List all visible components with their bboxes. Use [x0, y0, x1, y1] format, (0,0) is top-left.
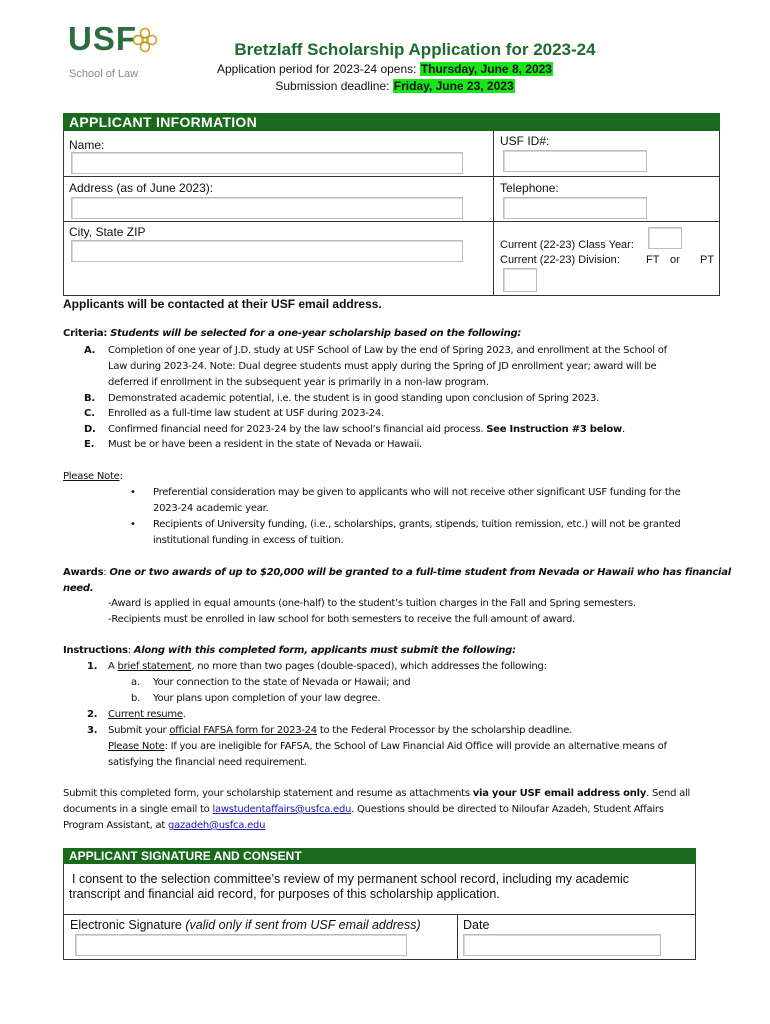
criteria-item: Enrolled as a full-time law student at USF during 2023-24. — [108, 408, 384, 419]
criteria-item: Completion of one year of J.D. study at USF School of Law by the end of Spring 2023, and enrollment at the School of Law during 2023-24. Note: Dual degree students must apply during the Spring of JD enrollment year; award will be deferred if enrollment in the subsequent year is primarily in a non-law program. — [108, 345, 667, 388]
brief-statement-link: brief statement — [117, 661, 192, 672]
telephone-label: Telephone: — [500, 181, 559, 195]
address-field[interactable] — [71, 197, 463, 219]
awards-note: -Award is applied in equal amounts (one-half) to the student’s tuition charges in the Fall and Spring semesters. — [108, 598, 636, 609]
instruction-item: Submit your official FAFSA form for 2023-24 to the Federal Processor by the scholarship deadline. Please Note: If you are ineligible for FAFSA, the School of Law Financial Aid Office will provide an alternative means of satisfying the financial need requirement. — [108, 725, 667, 768]
bullet-icon: • — [130, 487, 136, 498]
submit-instructions: Submit this completed form, your scholarship statement and resume as attachments via your USF email address only. Send all documents in a single email to lawstudentaffairs@usfca.edu. Questions should be directed to Niloufar Azadeh, Student Affairs Program Assistant, at gazadeh@usfca.edu — [63, 788, 691, 831]
criteria-intro-text: Students will be selected for a one-year scholarship based on the following: — [110, 328, 522, 339]
contact-note: Applicants will be contacted at their USF email address. — [63, 297, 382, 311]
usf-logo-text: USF — [68, 20, 137, 57]
division-pt-option: PT — [700, 254, 715, 266]
applicant-info-heading: APPLICANT INFORMATION — [63, 113, 720, 131]
date-field[interactable] — [463, 934, 661, 956]
period-date: Thursday, June 8, 2023 — [420, 62, 552, 76]
divider — [63, 914, 696, 915]
criteria-item: Demonstrated academic potential, i.e. the student is in good standing upon conclusion of Spring 2023. — [108, 393, 600, 404]
instruction-item: A brief statement, no more than two pages (double-spaced), which addresses the following: — [108, 661, 547, 672]
submission-deadline — [0, 79, 770, 93]
city-state-zip-label: City, State ZIP — [69, 225, 146, 239]
criteria-item: Confirmed financial need for 2023-24 by the law school’s financial aid process. See Instruction #3 below. — [108, 424, 625, 435]
instruction-subitem: Your plans upon completion of your law degree. — [153, 693, 381, 704]
sub-letter: a. — [131, 677, 140, 688]
deadline-date: Friday, June 23, 2023 — [393, 79, 514, 93]
division-field[interactable] — [503, 268, 537, 292]
criteria-label: Criteria: — [63, 328, 108, 339]
telephone-field[interactable] — [503, 197, 647, 219]
divider — [63, 221, 720, 222]
name-label: Name: — [69, 138, 105, 152]
lawstudentaffairs-email-link[interactable]: lawstudentaffairs@usfca.edu — [212, 804, 352, 815]
usf-id-field[interactable] — [503, 150, 647, 172]
page-title: Bretzlaff Scholarship Application for 2023-24 — [234, 40, 596, 59]
please-note-item: Recipients of University funding, (i.e., scholarships, grants, stipends, tuition remission, etc.) will not be granted institutional funding in excess of tuition. — [153, 519, 681, 546]
division-or: or — [670, 254, 680, 266]
criteria-item: Must be or have been a resident in the state of Nevada or Hawaii. — [108, 439, 422, 450]
usf-id-label: USF ID#: — [500, 134, 550, 148]
awards-note: -Recipients must be enrolled in law school for both semesters to receive the full amount of award. — [108, 614, 576, 625]
divider — [493, 131, 494, 296]
criteria-letter: D. — [84, 424, 96, 435]
name-field[interactable] — [71, 152, 463, 174]
please-note-label: Please Note: — [63, 471, 123, 482]
signature-label: Electronic Signature (valid only if sent from USF email address) — [70, 918, 421, 932]
class-year-label: Current (22-23) Class Year: — [500, 239, 634, 251]
instructions-intro: Instructions: Along with this completed form, applicants must submit the following: — [63, 645, 516, 656]
divider — [457, 914, 458, 960]
division-ft-option: FT — [646, 254, 660, 266]
bullet-icon: • — [130, 519, 136, 530]
gazadeh-email-link[interactable]: gazadeh@usfca.edu — [168, 820, 266, 831]
city-state-zip-field[interactable] — [71, 240, 463, 262]
divider — [63, 176, 720, 177]
instruction-number: 1. — [87, 661, 98, 672]
application-period — [0, 62, 770, 76]
date-label: Date — [463, 918, 490, 932]
instruction-item: Current resume. — [108, 709, 186, 720]
signature-field[interactable] — [75, 934, 407, 956]
division-label: Current (22-23) Division: — [500, 254, 620, 266]
address-label: Address (as of June 2023): — [69, 181, 214, 195]
criteria-intro — [63, 326, 723, 342]
instruction-subitem: Your connection to the state of Nevada or Hawaii; and — [153, 677, 411, 688]
please-note-item: Preferential consideration may be given to applicants who will not receive other significant USF funding for the 2023-24 academic year. — [153, 487, 681, 514]
criteria-letter: E. — [84, 439, 95, 450]
instruction-number: 3. — [87, 725, 98, 736]
fafsa-form-link: official FAFSA form for 2023-24 — [169, 725, 317, 736]
period-prefix: Application period for 2023-24 opens: — [217, 62, 420, 76]
instruction-number: 2. — [87, 709, 98, 720]
criteria-letter: C. — [84, 408, 95, 419]
awards-text: Awards: One or two awards of up to $20,000 will be granted to a full-time student from Nevada or Hawaii who has financial need. — [63, 567, 731, 594]
consent-text: I consent to the selection committee’s review of my permanent school record, including my academic transcript and financial aid record, for purposes of this scholarship application. — [69, 872, 629, 901]
sub-letter: b. — [131, 693, 141, 704]
signature-heading: APPLICANT SIGNATURE AND CONSENT — [63, 848, 696, 864]
deadline-prefix: Submission deadline: — [275, 79, 393, 93]
criteria-letter: A. — [84, 345, 96, 356]
school-of-law-label: School of Law — [69, 68, 139, 80]
class-year-field[interactable] — [648, 227, 682, 249]
criteria-letter: B. — [84, 393, 95, 404]
